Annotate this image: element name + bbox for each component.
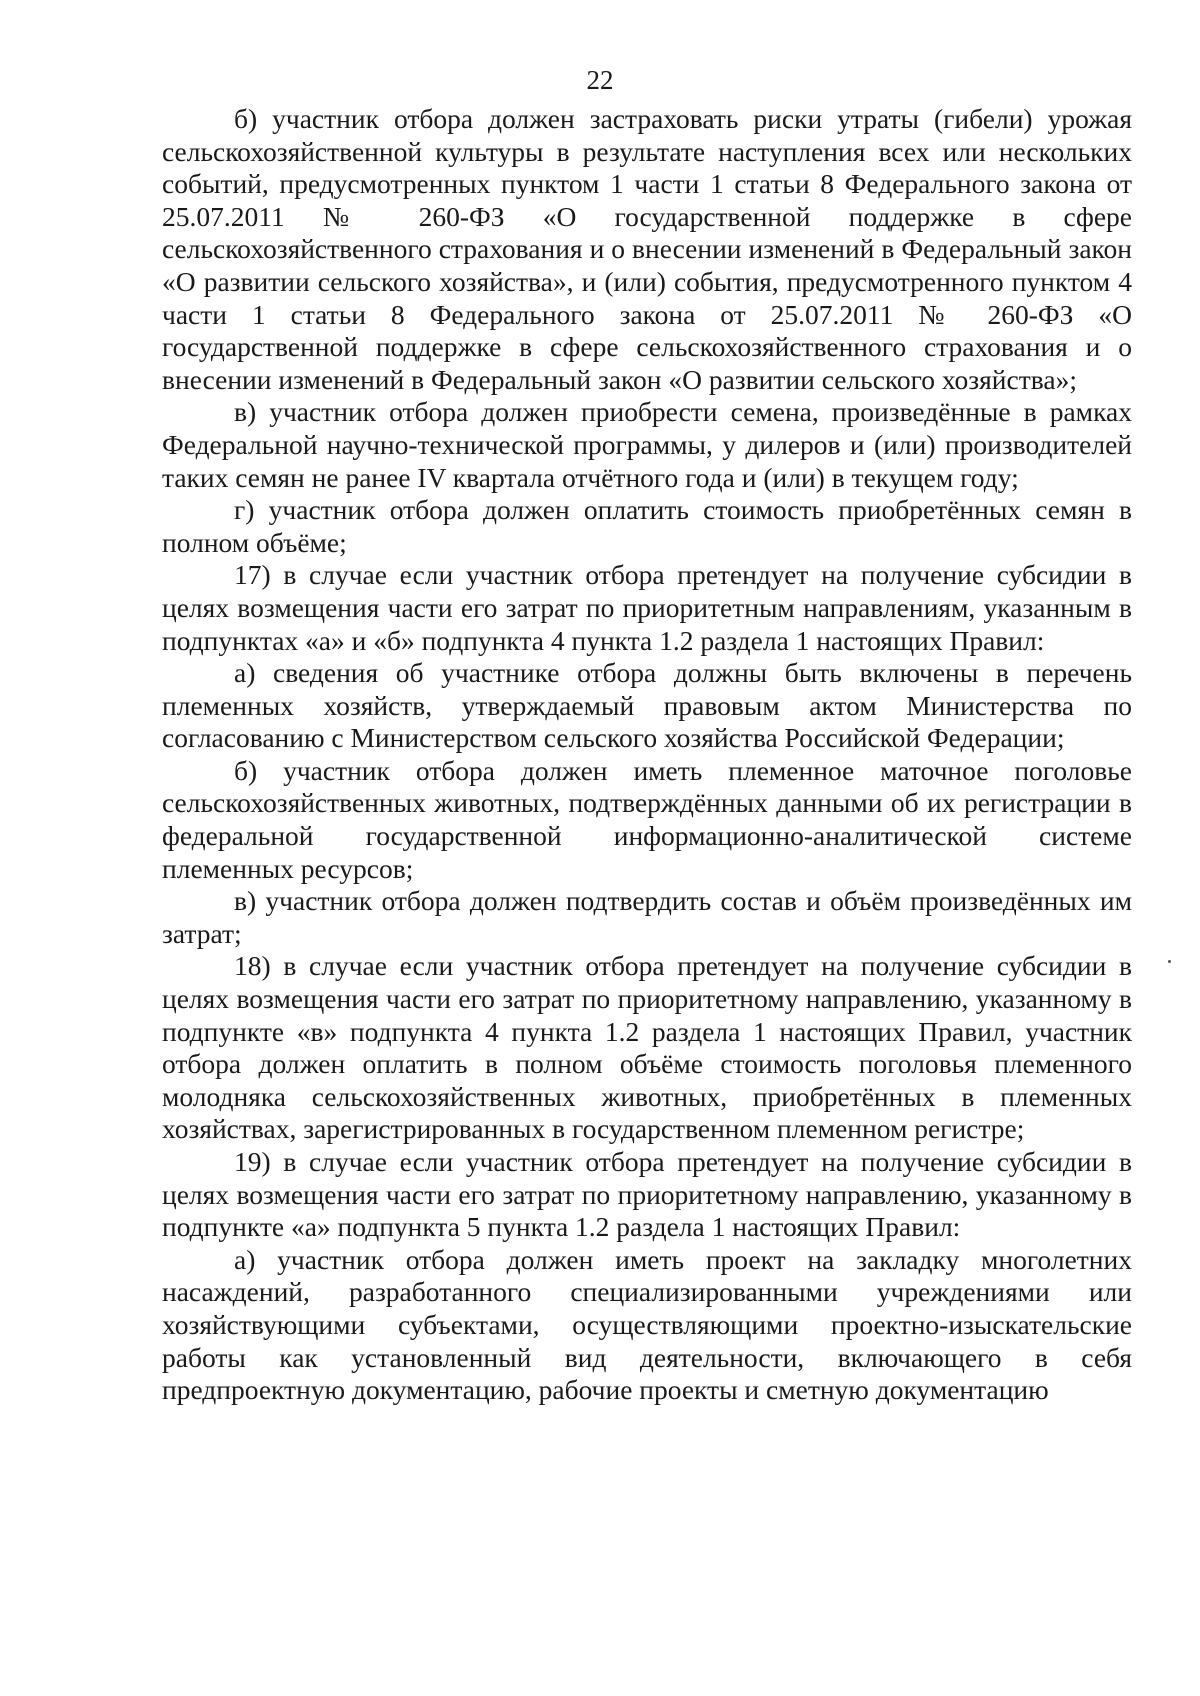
paragraph-b-insurance: б) участник отбора должен застраховать риски утраты (гибели) урожая сельскохозяйственной культуры в результате наступления всех или нескольких событий, предусмотренных пунктом 1 части 1 статьи 8 Федерального закона от 25.07.2011 № 260-ФЗ «О государственной поддержке в сфере сельскохозяйственного страхования и о внесении изменений в Федеральный закон «О развитии сельского хозяйства», и (или) события, предусмотренного пунктом 4 части 1 статьи 8 Федерального закона от 25.07.2011 № 260-ФЗ «О государственной поддержке в сфере сельскохозяйственного страхования и о внесении изменений в Федеральный закон «О развитии сельского хозяйства»; xyxy=(162,103,1132,395)
paragraph-17-v: в) участник отбора должен подтвердить состав и объём произведённых им затрат; xyxy=(162,885,1132,949)
page-number: 22 xyxy=(586,65,614,95)
paragraph-17: 17) в случае если участник отбора претендует на получение субсидии в целях возмещения части его затрат по приоритетным направлениям, указанным в подпунктах «а» и «б» подпункта 4 пункта 1.2 раздела 1 настоящих Правил: xyxy=(162,559,1132,656)
paragraph-g-payment: г) участник отбора должен оплатить стоимость приобретённых семян в полном объёме; xyxy=(162,494,1132,558)
paragraph-18: 18) в случае если участник отбора претендует на получение субсидии в целях возмещения части его затрат по приоритетному направлению, указанному в подпункте «в» подпункта 4 пункта 1.2 раздела 1 настоящих Правил, участник отбора должен оплатить в полном объёме стоимость поголовья племенного молодняка сельскохозяйственных животных, приобретённых в племенных хозяйствах, зарегистрированных в государственном племенном регистре; xyxy=(162,950,1132,1145)
paragraph-17-b: б) участник отбора должен иметь племенное маточное поголовье сельскохозяйственных животных, подтверждённых данными об их регистрации в федеральной государственной информационно-аналитической системе племенных ресурсов; xyxy=(162,754,1132,884)
paragraph-v-seeds: в) участник отбора должен приобрести семена, произведённые в рамках Федеральной научно-технической программы, у дилеров и (или) производителей таких семян не ранее IV квартала отчётного года и (или) в текущем году; xyxy=(162,396,1132,493)
paragraph-19-a: а) участник отбора должен иметь проект на закладку многолетних насаждений, разработанного специализированными учреждениями или хозяйствующими субъектами, осуществляющими проектно-изыскательские работы как установленный вид деятельности, включающего в себя предпроектную документацию, рабочие проекты и сметную документацию xyxy=(162,1243,1132,1406)
scan-speck xyxy=(1168,960,1171,963)
paragraph-19: 19) в случае если участник отбора претендует на получение субсидии в целях возмещения части его затрат по приоритетному направлению, указанному в подпункте «а» подпункта 5 пункта 1.2 раздела 1 настоящих Правил: xyxy=(162,1146,1132,1243)
paragraph-17-a: а) сведения об участнике отбора должны быть включены в перечень племенных хозяйств, утверждаемый правовым актом Министерства по согласованию с Министерством сельского хозяйства Российской Федерации; xyxy=(162,657,1132,754)
document-body xyxy=(162,103,1132,1407)
